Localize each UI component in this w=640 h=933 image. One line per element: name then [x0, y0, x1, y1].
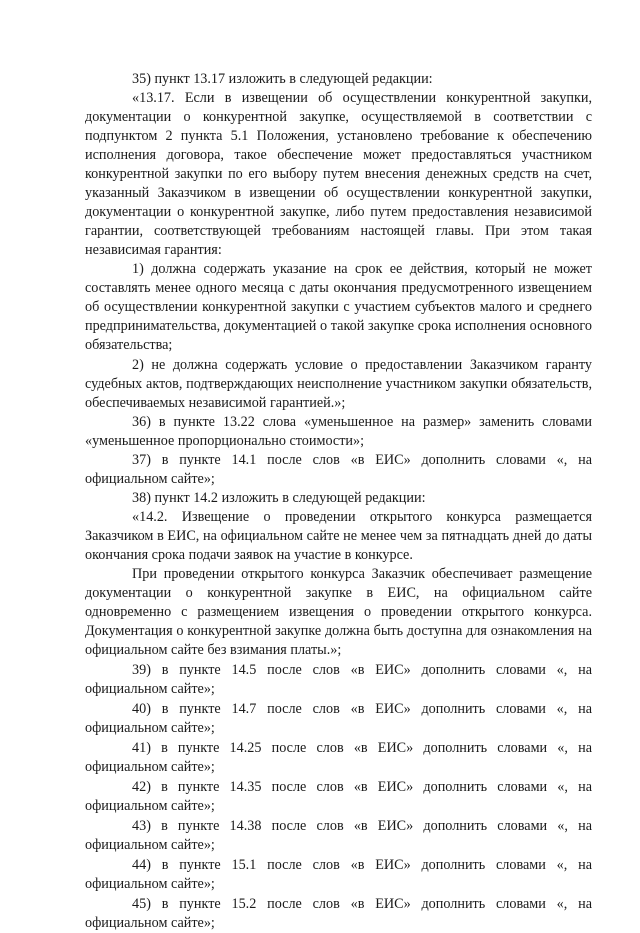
- paragraph-44: 44) в пункте 15.1 после слов «в ЕИС» дополнить словами «, на официальном сайте»;: [85, 857, 592, 892]
- paragraph-37: 37) в пункте 14.1 после слов «в ЕИС» дополнить словами «, на официальном сайте»;: [85, 452, 592, 487]
- paragraph-42: 42) в пункте 14.35 после слов «в ЕИС» дополнить словами «, на официальном сайте»;: [85, 779, 592, 814]
- paragraph-36: 36) в пункте 13.22 слова «уменьшенное на размер» заменить словами «уменьшенное пропорционально стоимости»;: [85, 414, 592, 449]
- paragraph-41: 41) в пункте 14.25 после слов «в ЕИС» дополнить словами «, на официальном сайте»;: [85, 740, 592, 775]
- paragraph-item-2: 2) не должна содержать условие о предоставлении Заказчиком гаранту судебных актов, подтверждающих неисполнение участником закупки обязательств, обеспечиваемых независимой гарантией.»;: [85, 357, 592, 411]
- paragraph-13-17: «13.17. Если в извещении об осуществлении конкурентной закупки, документации о конкурентной закупке, осуществляемой в соответствии с подпунктом 2 пункта 5.1 Положения, установлено требование к обеспечению исполнения договора, такое обеспечение может предоставляться участником конкурентной закупки по его выбору путем внесения денежных средств на счет, указанный Заказчиком в извещении об осуществлении конкурентной закупки, документации о конкурентной закупке, либо путем предоставления независимой гарантии, соответствующей требованиям настоящей главы. При этом такая независимая гарантия:: [85, 90, 592, 258]
- paragraph-open-contest: При проведении открытого конкурса Заказчик обеспечивает размещение документации о конкурентной закупке в ЕИС, на официальном сайте одновременно с размещением извещения о проведении открытого конкурса. Документация о конкурентной закупке должна быть доступна для ознакомления на официальном сайте без взимания платы.»;: [85, 566, 592, 658]
- paragraph-43: 43) в пункте 14.38 после слов «в ЕИС» дополнить словами «, на официальном сайте»;: [85, 818, 592, 853]
- paragraph-35: 35) пункт 13.17 изложить в следующей редакции:: [132, 71, 433, 87]
- paragraph-45: 45) в пункте 15.2 после слов «в ЕИС» дополнить словами «, на официальном сайте»;: [85, 896, 592, 931]
- paragraph-40: 40) в пункте 14.7 после слов «в ЕИС» дополнить словами «, на официальном сайте»;: [85, 701, 592, 736]
- paragraph-14-2: «14.2. Извещение о проведении открытого конкурса размещается Заказчиком в ЕИС, на официальном сайте не менее чем за пятнадцать дней до даты окончания срока подачи заявок на участие в конкурсе.: [85, 509, 592, 563]
- paragraph-39: 39) в пункте 14.5 после слов «в ЕИС» дополнить словами «, на официальном сайте»;: [85, 662, 592, 697]
- paragraph-38: 38) пункт 14.2 изложить в следующей редакции:: [132, 490, 426, 506]
- paragraph-item-1: 1) должна содержать указание на срок ее действия, который не может составлять менее одного месяца с даты окончания предусмотренного извещением об осуществлении конкурентной закупки с участием субъектов малого и среднего предпринимательства, документацией о такой закупке срока исполнения основного обязательства;: [85, 261, 592, 353]
- document-page: [85, 70, 592, 933]
